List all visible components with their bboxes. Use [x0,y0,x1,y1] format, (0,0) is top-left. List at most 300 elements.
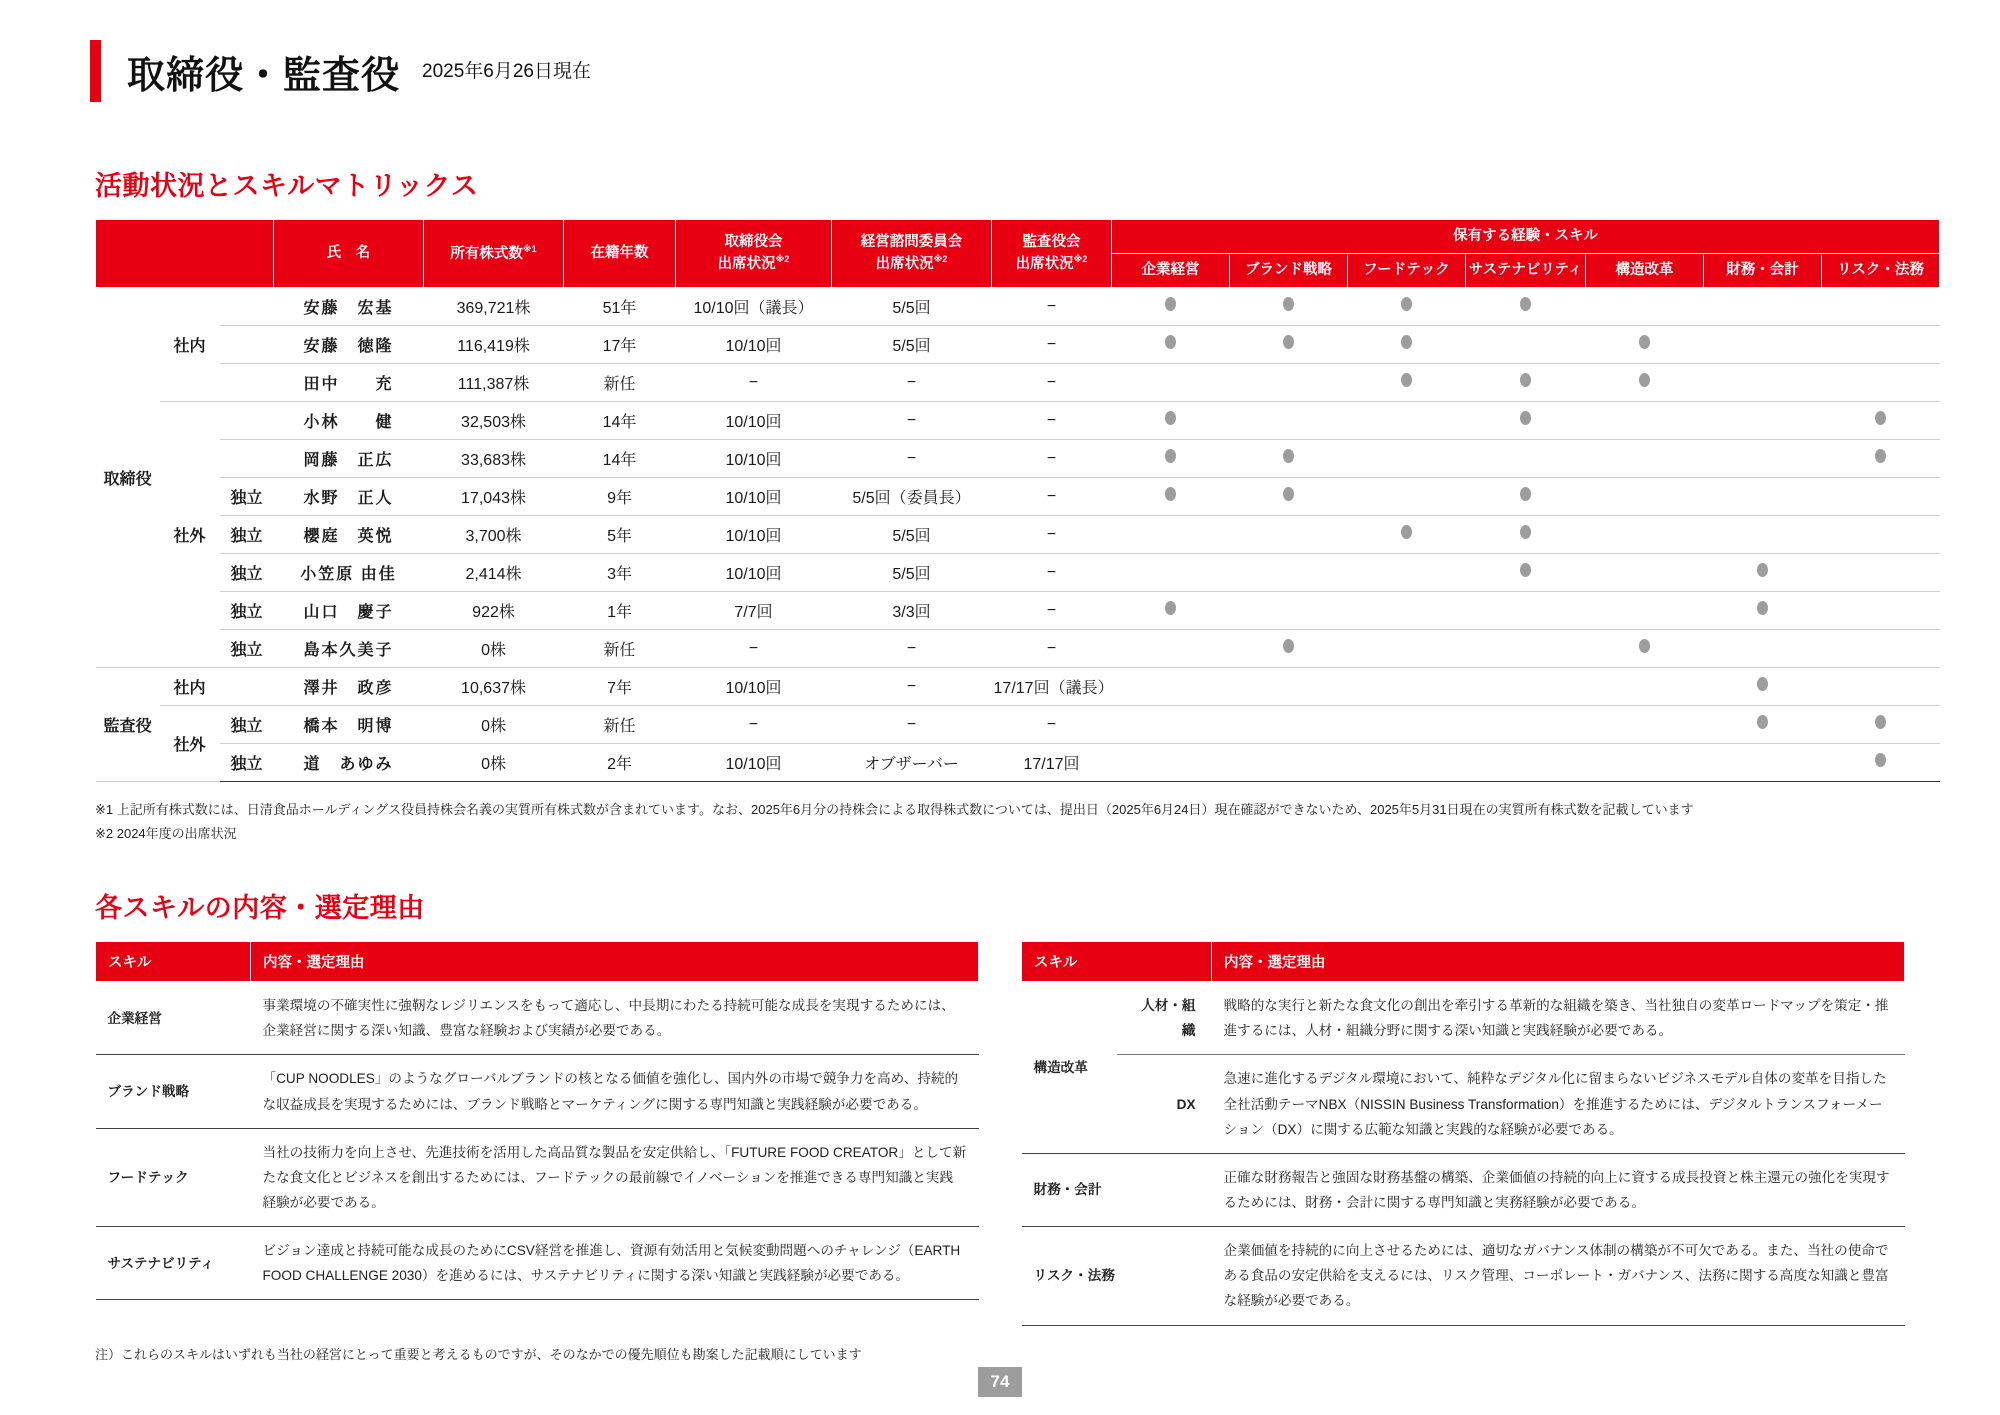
row-board-attendance: 10/10回（議長） [676,288,832,326]
skill-dot-off [1704,744,1822,782]
row-shares: 32,503株 [424,402,564,440]
row-tenure: 新任 [564,630,676,668]
skill-dot-off [1466,592,1586,630]
row-independent-badge: 独立 [220,554,274,592]
matrix-head [96,220,1940,288]
skill-dot-off [1822,592,1940,630]
filled-circle-icon [1757,601,1768,615]
skill-dot-on [1586,364,1704,402]
row-tenure: 1年 [564,592,676,630]
row-audit-attendance: 17/17回 [992,744,1112,782]
filled-circle-icon [1165,449,1176,463]
row-audit-attendance: − [992,592,1112,630]
row-advisory-attendance: − [832,364,992,402]
row-name: 田中 充 [274,364,424,402]
skill-dot-off [1586,592,1704,630]
row-audit-attendance: − [992,364,1112,402]
skill-group-name: 構造改革 [1022,982,1117,1154]
th-audit-line1: 監査役会 [1022,234,1081,251]
row-board-attendance: 10/10回 [676,668,832,706]
skill-dot-off [1230,744,1348,782]
filled-circle-icon [1401,373,1412,387]
skill-dot-off [1230,364,1348,402]
skill-dot-off [1586,668,1704,706]
skill-left-body [96,982,979,1300]
row-name: 橋本 明博 [274,706,424,744]
skill-dot-on [1704,592,1822,630]
skill-reason: 企業価値を持続的に向上させるためには、適切なガバナンス体制の構築が不可欠である。また、当社の使命である食品の安定供給を支えるには、リスク管理、コーポレート・ガバナンス、法務に関する高度な知識と豊富な経験が必要である。 [1212,1227,1905,1325]
row-board-attendance: − [676,630,832,668]
skill-sub-name: 人材・組織 [1117,982,1212,1055]
skill-dot-off [1704,440,1822,478]
skill-dot-off [1822,478,1940,516]
filled-circle-icon [1401,335,1412,349]
table-row [96,668,1940,706]
skill-dot-on [1112,592,1230,630]
row-name: 安藤 宏基 [274,288,424,326]
footnote-1: ※1 上記所有株式数には、日清食品ホールディングス役員持株会名義の実質所有株式数が含まれています。なお、2025年6月分の持株会による取得株式数については、提出日（2025年6月24日）現在確認ができないため、2025年5月31日現在の実質所有株式数を記載しています [95,802,1694,818]
th-skill-2: フードテック [1348,254,1466,288]
skill-dot-off [1112,668,1230,706]
skill-dot-off [1822,630,1940,668]
skill-dot-off [1704,364,1822,402]
skill-dot-off [1112,554,1230,592]
skill-detail-area [95,941,1905,1325]
skill-dot-off [1112,706,1230,744]
th-skill-1: ブランド戦略 [1230,254,1348,288]
skill-row [1022,1153,1905,1226]
skill-right-head-row [1022,942,1905,982]
skill-name: ブランド戦略 [96,1055,251,1128]
table-row [96,744,1940,782]
skill-dot-off [1348,668,1466,706]
row-name: 小林 健 [274,402,424,440]
skill-dot-on [1348,364,1466,402]
skill-reason: 正確な財務報告と強固な財務基盤の構築、企業価値の持続的向上に資する成長投資と株主還元の強化を実現するためには、財務・会計に関する専門知識と実務経験が必要である。 [1212,1153,1905,1226]
matrix-table-wrap [95,219,1924,782]
th-advisory-sup: ※2 [933,254,948,265]
skill-sub-name: DX [1117,1055,1212,1153]
row-advisory-attendance: 5/5回 [832,516,992,554]
filled-circle-icon [1757,715,1768,729]
skill-row [1022,1055,1905,1153]
skill-dot-off [1822,516,1940,554]
row-shares: 2,414株 [424,554,564,592]
th-shares-sup: ※1 [522,243,537,254]
row-shares: 0株 [424,630,564,668]
filled-circle-icon [1165,297,1176,311]
skill-row [96,1128,979,1226]
skill-dot-off [1586,744,1704,782]
table-row [96,402,1940,440]
skill-dot-off [1704,630,1822,668]
row-tenure: 14年 [564,440,676,478]
skill-dot-off [1586,440,1704,478]
filled-circle-icon [1520,373,1531,387]
row-affiliation-label: 社内 [160,288,220,402]
skill-name: フードテック [96,1128,251,1226]
row-audit-attendance: − [992,288,1112,326]
filled-circle-icon [1165,411,1176,425]
row-advisory-attendance: − [832,630,992,668]
skill-dot-off [1466,744,1586,782]
filled-circle-icon [1165,335,1176,349]
row-affiliation-label: 社内 [160,668,220,706]
filled-circle-icon [1639,335,1650,349]
skill-dot-off [1230,554,1348,592]
filled-circle-icon [1283,449,1294,463]
th-audit-attendance [992,220,1112,288]
skill-right-body [1022,982,1905,1325]
row-shares: 17,043株 [424,478,564,516]
row-audit-attendance: − [992,326,1112,364]
skill-dot-on [1466,478,1586,516]
skill-reason: 当社の技術力を向上させ、先進技術を活用した高品質な製品を安定供給し、「FUTURE FOOD CREATOR」として新たな食文化とビジネスを創出するためには、フードテックの最前線でイノベーションを推進できる専門知識と実践経験が必要である。 [251,1128,979,1226]
skill-dot-off [1704,326,1822,364]
skill-name: 企業経営 [96,982,251,1055]
row-tenure: 9年 [564,478,676,516]
th-audit-line2: 出席状況 [1015,255,1074,272]
skill-dot-off [1586,402,1704,440]
skill-dot-on [1112,288,1230,326]
table-row [96,364,1940,402]
skill-name: リスク・法務 [1022,1227,1212,1325]
row-name: 水野 正人 [274,478,424,516]
skill-dot-on [1230,326,1348,364]
th-skill-0: 企業経営 [1112,254,1230,288]
skill-dot-off [1822,364,1940,402]
row-board-attendance: 10/10回 [676,326,832,364]
skill-reason: 「CUP NOODLES」のようなグローバルブランドの核となる価値を強化し、国内外の市場で競争力を高め、持続的な収益成長を実現するためには、ブランド戦略とマーケティングに関する専門知識と実践経験が必要である。 [251,1055,979,1128]
matrix-head-row-1 [96,220,1940,254]
skill-dot-off [1230,402,1348,440]
skill-dot-off [1822,326,1940,364]
skill-dot-on [1466,288,1586,326]
skill-dot-off [1348,402,1466,440]
filled-circle-icon [1757,563,1768,577]
th-skill-reason-right: 内容・選定理由 [1212,942,1905,982]
skill-dot-on [1466,554,1586,592]
row-board-attendance: 10/10回 [676,744,832,782]
row-affiliation-label: 社外 [160,706,220,782]
skill-dot-off [1230,516,1348,554]
skill-dot-on [1230,478,1348,516]
row-board-attendance: 10/10回 [676,478,832,516]
section-title-skills: 各スキルの内容・選定理由 [95,893,425,924]
skill-dot-on [1230,630,1348,668]
row-shares: 922株 [424,592,564,630]
th-skill-5: 財務・会計 [1704,254,1822,288]
row-name: 道 あゆみ [274,744,424,782]
skill-matrix-table [95,219,1940,782]
row-advisory-attendance: − [832,440,992,478]
skill-dot-off [1466,668,1586,706]
filled-circle-icon [1520,487,1531,501]
skill-dot-on [1466,364,1586,402]
row-independent-badge [220,668,274,706]
th-skill-3: サステナビリティ [1466,254,1586,288]
skill-dot-on [1112,478,1230,516]
skill-dot-on [1230,440,1348,478]
row-advisory-attendance: 5/5回 [832,288,992,326]
th-shares-label: 所有株式数 [450,245,523,262]
skill-left-head-row [96,942,979,982]
skill-table-right [1021,941,1905,1325]
filled-circle-icon [1283,335,1294,349]
row-advisory-attendance: − [832,402,992,440]
row-advisory-attendance: 5/5回（委員長） [832,478,992,516]
table-row [96,478,1940,516]
th-advisory-line2: 出席状況 [875,255,934,272]
skill-dot-on [1704,554,1822,592]
skill-dot-off [1586,478,1704,516]
row-name: 山口 慶子 [274,592,424,630]
th-board-sup: ※2 [775,254,790,265]
row-name: 澤井 政彦 [274,668,424,706]
skill-dot-off [1230,592,1348,630]
th-shares [424,220,564,288]
row-shares: 3,700株 [424,516,564,554]
th-skill-name-right: スキル [1022,942,1212,982]
filled-circle-icon [1283,487,1294,501]
skill-reason: 戦略的な実行と新たな食文化の創出を牽引する革新的な組織を築き、当社独自の変革ロードマップを策定・推進するには、人材・組織分野に関する深い知識と実践経験が必要である。 [1212,982,1905,1055]
row-shares: 111,387株 [424,364,564,402]
row-audit-attendance: 17/17回（議長） [992,668,1112,706]
row-advisory-attendance: − [832,706,992,744]
filled-circle-icon [1520,525,1531,539]
row-independent-badge: 独立 [220,478,274,516]
filled-circle-icon [1520,563,1531,577]
filled-circle-icon [1639,639,1650,653]
skill-dot-off [1112,516,1230,554]
skill-name: 財務・会計 [1022,1153,1212,1226]
bottom-note: 注）これらのスキルはいずれも当社の経営にとって重要と考えるものですが、そのなかでの優先順位も勘案した記載順にしています [95,1346,862,1362]
row-independent-badge: 独立 [220,630,274,668]
row-independent-badge: 独立 [220,744,274,782]
skill-dot-off [1586,706,1704,744]
skill-row [96,1055,979,1128]
row-tenure: 7年 [564,668,676,706]
row-audit-attendance: − [992,516,1112,554]
table-row [96,516,1940,554]
row-independent-badge: 独立 [220,706,274,744]
skill-left-head [96,942,979,982]
row-audit-attendance: − [992,630,1112,668]
skill-dot-off [1348,592,1466,630]
filled-circle-icon [1875,411,1886,425]
table-row [96,592,1940,630]
row-name: 安藤 徳隆 [274,326,424,364]
th-board-line1: 取締役会 [724,234,783,251]
skill-table-left-wrap [95,941,979,1325]
skill-dot-off [1586,554,1704,592]
skill-reason: ビジョン達成と持続可能な成長のためにCSV経営を推進し、資源有効活用と気候変動問題へのチャレンジ（EARTH FOOD CHALLENGE 2030）を進めるには、サステナビリティに関する深い知識と実践経験が必要である。 [251,1227,979,1300]
skill-row [96,1227,979,1300]
th-advisory-line1: 経営諮問委員会 [860,234,963,251]
skill-dot-off [1586,516,1704,554]
skill-dot-on [1112,326,1230,364]
skill-dot-on [1466,516,1586,554]
skill-table-right-wrap [1021,941,1905,1325]
skill-dot-off [1466,630,1586,668]
row-independent-badge [220,402,274,440]
row-tenure: 3年 [564,554,676,592]
filled-circle-icon [1875,449,1886,463]
skill-dot-on [1112,402,1230,440]
skill-dot-off [1822,668,1940,706]
skill-dot-off [1466,706,1586,744]
table-row [96,706,1940,744]
filled-circle-icon [1401,525,1412,539]
skill-row [1022,1227,1905,1325]
th-skill-name-left: スキル [96,942,251,982]
filled-circle-icon [1757,677,1768,691]
th-skill-4: 構造改革 [1586,254,1704,288]
skill-dot-off [1348,554,1466,592]
row-name: 櫻庭 英悦 [274,516,424,554]
table-row [96,288,1940,326]
filled-circle-icon [1165,601,1176,615]
skill-dot-off [1822,288,1940,326]
row-board-attendance: − [676,706,832,744]
row-name: 小笠原 由佳 [274,554,424,592]
skill-dot-on [1822,402,1940,440]
th-board-attendance [676,220,832,288]
row-audit-attendance: − [992,440,1112,478]
skill-dot-off [1112,364,1230,402]
row-affiliation-label: 社外 [160,402,220,668]
page-header [0,0,2000,102]
table-row [96,326,1940,364]
row-advisory-attendance: − [832,668,992,706]
skill-dot-off [1704,288,1822,326]
row-advisory-attendance: オブザーバー [832,744,992,782]
row-audit-attendance: − [992,402,1112,440]
th-advisory-attendance [832,220,992,288]
row-board-attendance: 10/10回 [676,402,832,440]
row-advisory-attendance: 3/3回 [832,592,992,630]
skill-dot-off [1466,326,1586,364]
row-independent-badge [220,440,274,478]
row-name: 岡藤 正広 [274,440,424,478]
skill-dot-off [1822,554,1940,592]
row-independent-badge [220,364,274,402]
page-title: 取締役・監査役 [127,54,401,97]
row-audit-attendance: − [992,554,1112,592]
row-shares: 116,419株 [424,326,564,364]
table-row [96,630,1940,668]
row-shares: 10,637株 [424,668,564,706]
page-number: 74 [978,1367,1022,1397]
filled-circle-icon [1639,373,1650,387]
skill-table-left [95,941,979,1300]
row-group-label: 監査役 [96,668,160,782]
skill-dot-on [1822,706,1940,744]
row-board-attendance: 10/10回 [676,440,832,478]
filled-circle-icon [1283,297,1294,311]
table-row [96,554,1940,592]
row-shares: 0株 [424,744,564,782]
skill-dot-off [1348,440,1466,478]
skill-dot-off [1348,630,1466,668]
row-tenure: 新任 [564,706,676,744]
row-audit-attendance: − [992,706,1112,744]
th-tenure: 在籍年数 [564,220,676,288]
footnote-2: ※2 2024年度の出席状況 [95,826,237,842]
skill-reason: 事業環境の不確実性に強靭なレジリエンスをもって適応し、中長期にわたる持続可能な成長を実現するためには、企業経営に関する深い知識、豊富な経験および実績が必要である。 [251,982,979,1055]
skill-dot-on [1586,630,1704,668]
row-board-attendance: 10/10回 [676,554,832,592]
th-board-line2: 出席状況 [717,255,776,272]
row-shares: 0株 [424,706,564,744]
skill-dot-off [1348,706,1466,744]
skill-dot-on [1822,744,1940,782]
th-audit-sup: ※2 [1073,254,1088,265]
row-tenure: 新任 [564,364,676,402]
skill-dot-on [1230,288,1348,326]
skill-dot-on [1704,668,1822,706]
row-shares: 33,683株 [424,440,564,478]
skill-dot-on [1704,706,1822,744]
row-board-attendance: 7/7回 [676,592,832,630]
skill-dot-off [1230,706,1348,744]
row-board-attendance: − [676,364,832,402]
filled-circle-icon [1283,639,1294,653]
skill-row [1022,982,1905,1055]
row-tenure: 51年 [564,288,676,326]
skill-row [96,982,979,1055]
filled-circle-icon [1875,753,1886,767]
th-skills-group: 保有する経験・スキル [1112,220,1940,254]
row-advisory-attendance: 5/5回 [832,326,992,364]
skill-dot-off [1348,478,1466,516]
skill-dot-on [1586,326,1704,364]
row-audit-attendance: − [992,478,1112,516]
skill-dot-on [1348,326,1466,364]
row-independent-badge [220,326,274,364]
table-row [96,440,1940,478]
filled-circle-icon [1520,297,1531,311]
filled-circle-icon [1401,297,1412,311]
row-tenure: 5年 [564,516,676,554]
skill-dot-off [1230,668,1348,706]
skill-name: サステナビリティ [96,1227,251,1300]
matrix-body [96,288,1940,782]
skill-right-head [1022,942,1905,982]
row-tenure: 14年 [564,402,676,440]
section-title-matrix: 活動状況とスキルマトリックス [95,171,479,201]
skill-dot-off [1704,478,1822,516]
row-shares: 369,721株 [424,288,564,326]
row-group-label: 取締役 [96,288,160,668]
skill-dot-on [1112,440,1230,478]
skill-dot-off [1112,744,1230,782]
th-name: 氏 名 [274,220,424,288]
row-independent-badge [220,288,274,326]
row-name: 島本久美子 [274,630,424,668]
filled-circle-icon [1875,715,1886,729]
th-skill-6: リスク・法務 [1822,254,1940,288]
accent-bar [90,40,101,102]
row-board-attendance: 10/10回 [676,516,832,554]
skill-dot-off [1466,440,1586,478]
th-role-blank [96,220,274,288]
skill-dot-off [1586,288,1704,326]
skill-dot-on [1822,440,1940,478]
filled-circle-icon [1165,487,1176,501]
row-independent-badge: 独立 [220,516,274,554]
skill-reason: 急速に進化するデジタル環境において、純粋なデジタル化に留まらないビジネスモデル自体の変革を目指した全社活動テーマNBX（NISSIN Business Transformation）を推進するためには、デジタルトランスフォーメーション（DX）に関する広範な知識と実践的な経験が必要である。 [1212,1055,1905,1153]
